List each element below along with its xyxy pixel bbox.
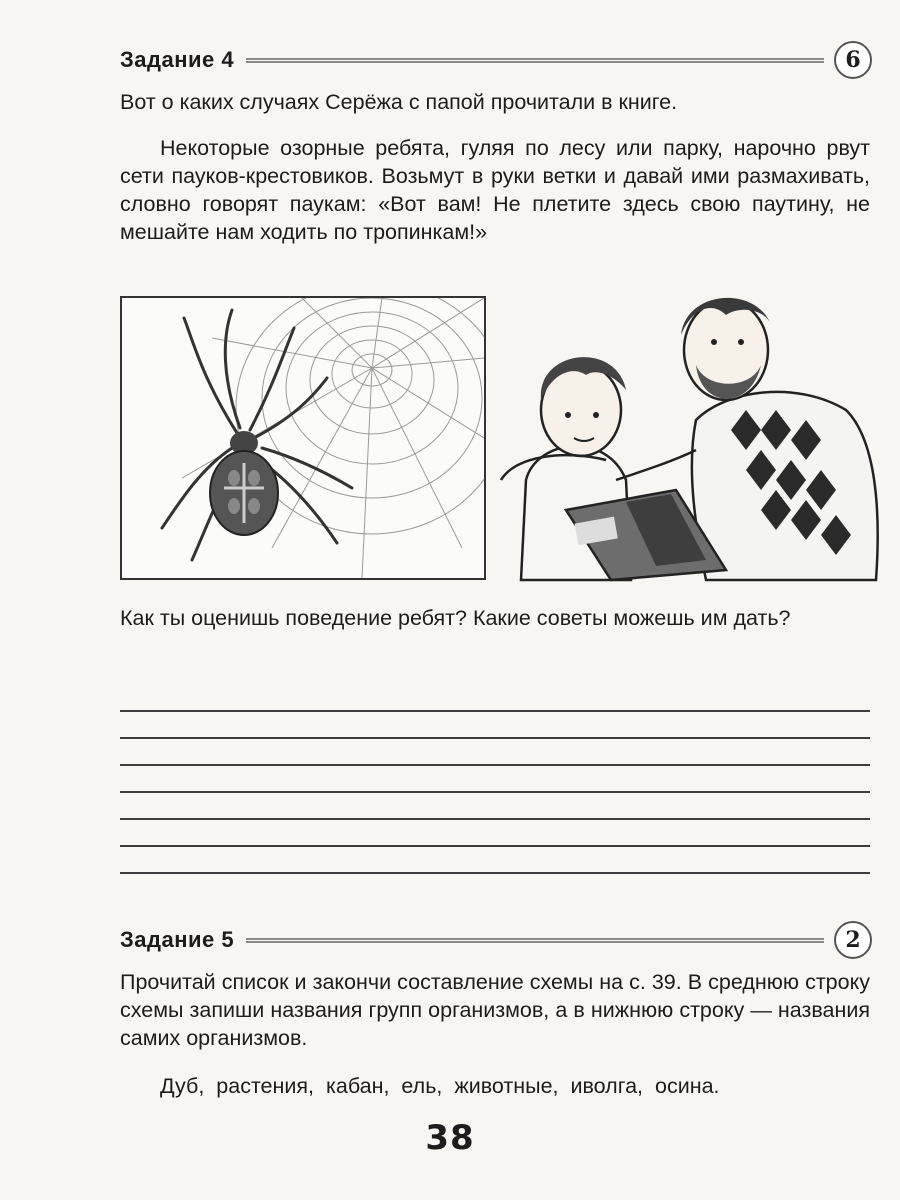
father-son-book-image: [496, 280, 886, 590]
answer-line[interactable]: [120, 820, 870, 847]
task-4-header: [120, 40, 872, 80]
task-4-question: Как ты оценишь поведение ребят? Какие советы можешь им дать?: [120, 606, 791, 630]
task-5-points-badge: 2: [834, 921, 872, 959]
task-4-intro: Вот о каких случаях Серёжа с папой прочитали в книге.: [120, 90, 678, 114]
task-4-story-block: [120, 134, 870, 246]
task-4-title: Задание 4: [120, 47, 235, 72]
task-5-word-list: Дуб, растения, кабан, ель, животные, иволга, осина.: [160, 1074, 720, 1098]
task-5-title: Задание 5: [120, 927, 235, 952]
answer-line[interactable]: [120, 712, 870, 739]
spider-on-web-image: [122, 298, 484, 578]
answer-area[interactable]: [120, 685, 870, 874]
header-divider: [246, 58, 824, 63]
header-divider: [246, 938, 824, 943]
page-number: 38: [425, 1118, 475, 1158]
answer-line[interactable]: [120, 793, 870, 820]
task-4-story: Некоторые озорные ребята, гуляя по лесу или парку, нарочно рвут сети пауков-крестовиков. Возьмут в руки ветки и давай ими размахивать, словно говорят паукам: «Вот вам! Не плетите здесь свою паутину, не мешайте нам ходить по тропинкам!»: [120, 136, 870, 244]
task-5-instructions-block: [120, 968, 870, 1052]
task-5-header: [120, 920, 872, 960]
answer-line[interactable]: [120, 766, 870, 793]
task-5-instructions: Прочитай список и закончи составление схемы на с. 39. В среднюю строку схемы запиши названия групп организмов, а в нижнюю строку — названия самих организмов.: [120, 970, 870, 1050]
spider-web-illustration: [120, 296, 486, 580]
task-4-points-badge: 6: [834, 41, 872, 79]
father-and-son-reading-illustration: [496, 280, 886, 590]
task-4-question-block: [120, 604, 870, 632]
answer-line[interactable]: [120, 739, 870, 766]
task-4-intro-block: [120, 88, 870, 116]
answer-line[interactable]: [120, 685, 870, 712]
answer-line[interactable]: [120, 847, 870, 874]
task-5-word-list-block: [120, 1072, 870, 1100]
